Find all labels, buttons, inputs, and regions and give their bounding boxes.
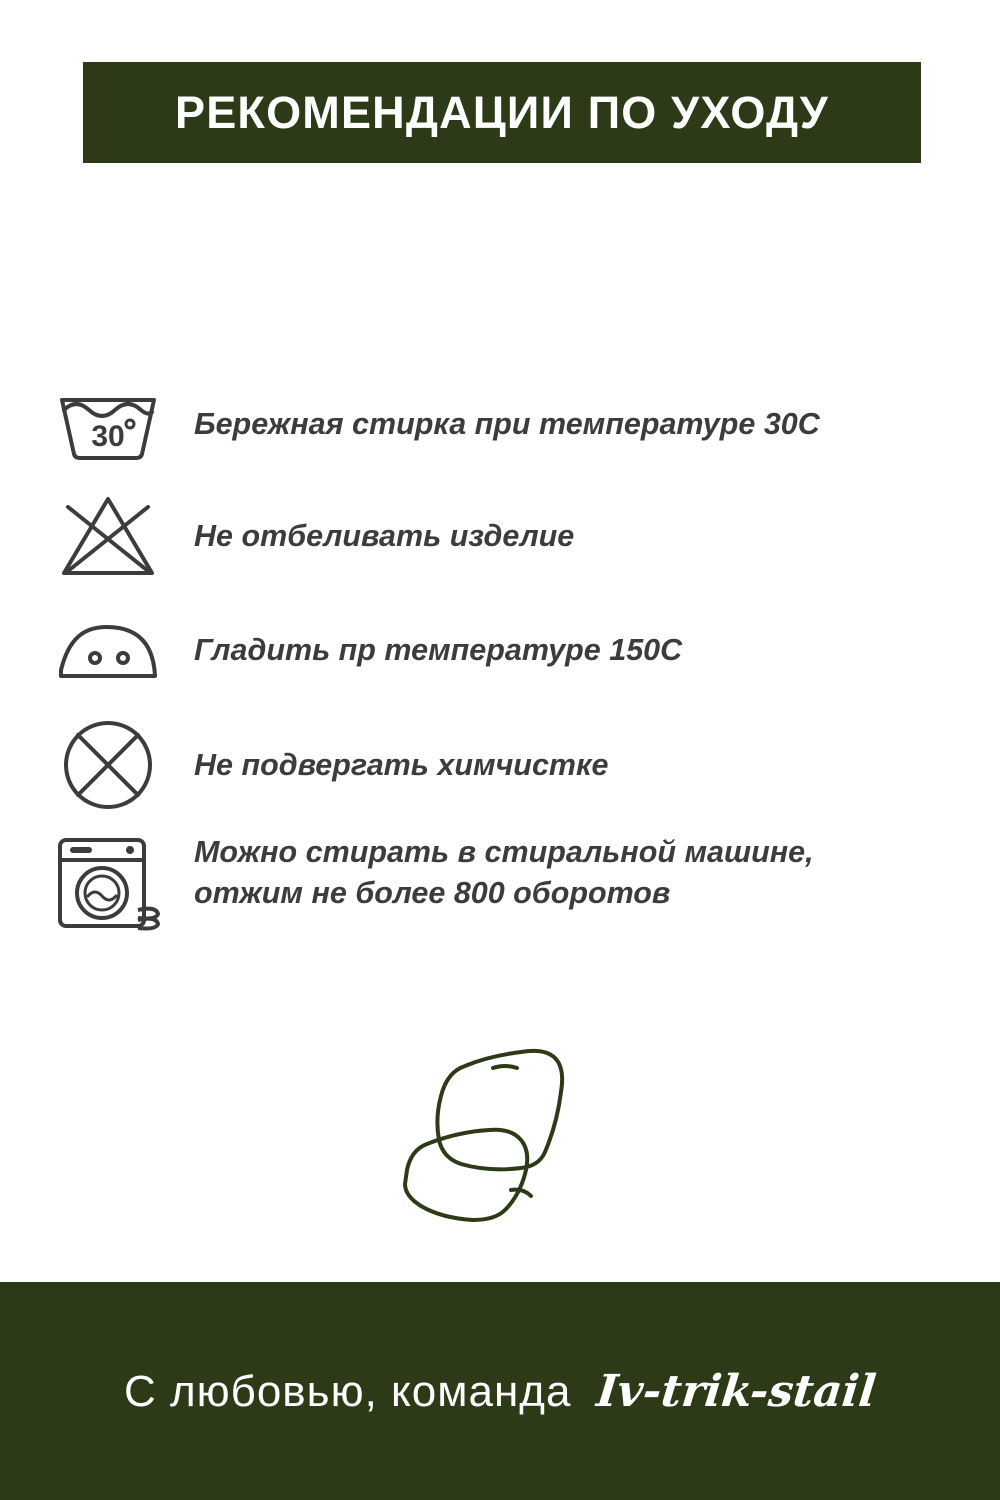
page-title: РЕКОМЕНДАЦИИ ПО УХОДУ xyxy=(174,87,829,138)
list-item xyxy=(0,706,1000,824)
do-not-bleach-icon xyxy=(52,484,164,588)
care-instructions-list xyxy=(0,370,1000,964)
header-banner xyxy=(83,62,921,163)
wash-30-icon xyxy=(52,372,164,476)
iron-two-dots-icon xyxy=(52,598,164,702)
pillows-illustration xyxy=(0,1020,1000,1240)
footer-message: С любовью, команда xyxy=(123,1366,572,1416)
footer-content xyxy=(0,1366,1000,1417)
brand-name: Iv-trik-stail xyxy=(594,1365,879,1417)
list-item-label: Не отбеливать изделие xyxy=(194,518,575,553)
footer-banner xyxy=(0,1282,1000,1500)
washing-machine-icon xyxy=(52,832,164,936)
list-item xyxy=(0,824,1000,964)
svg-text:30: 30 xyxy=(91,420,125,453)
list-item xyxy=(0,594,1000,706)
list-item-label: Бережная стирка при температуре 30С xyxy=(194,406,820,441)
list-item xyxy=(0,478,1000,594)
list-item-label: Не подвергать химчистке xyxy=(194,747,609,782)
list-item-label: Можно стирать в стиральной машине, отжим не более 800 оборотов xyxy=(194,835,814,910)
list-item-label: Гладить пр температуре 150С xyxy=(194,632,683,667)
list-item xyxy=(0,370,1000,478)
do-not-dry-clean-icon xyxy=(52,713,164,817)
